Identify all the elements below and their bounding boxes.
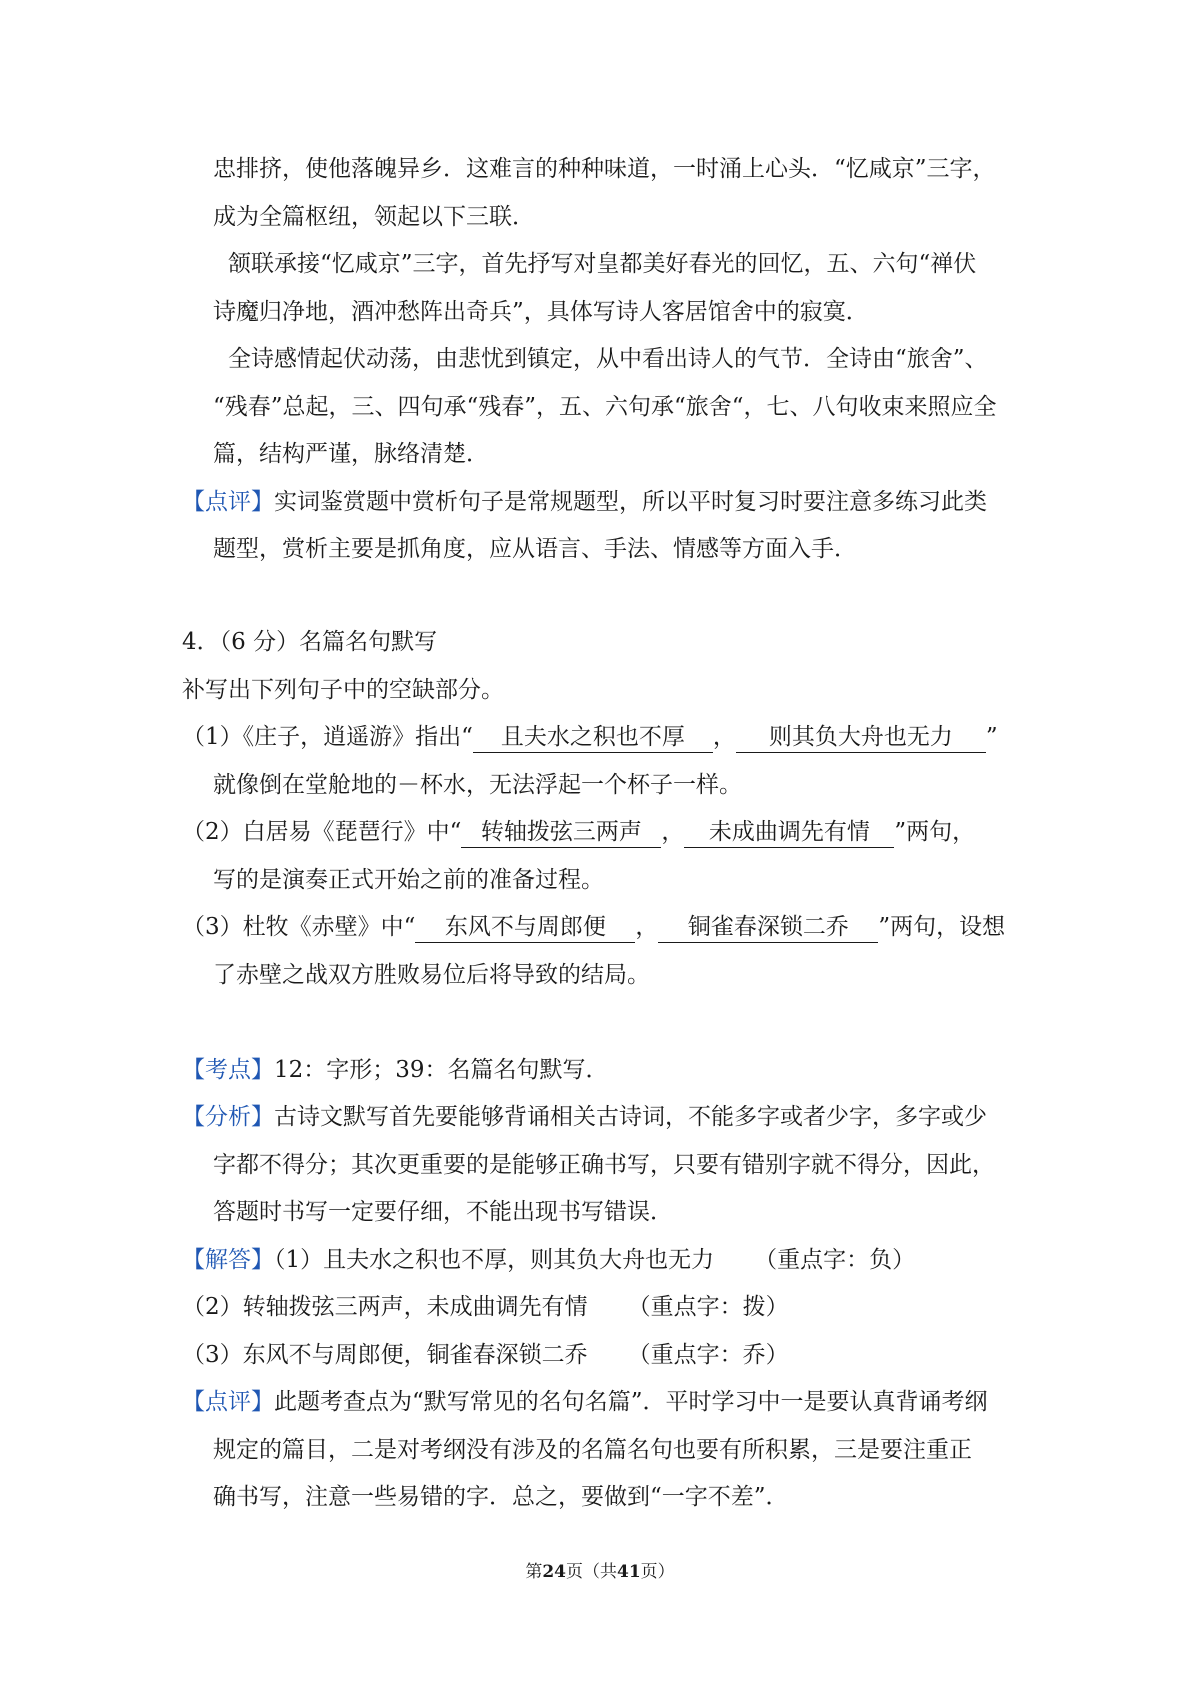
item-text: （1）《庄子，逍遥游》指出“ [182, 724, 473, 750]
item-text: ， [712, 724, 736, 750]
question-item-1 [182, 720, 1200, 754]
question-item-2 [182, 815, 1200, 849]
paragraph-line: 了赤壁之战双方胜败易位后将导致的结局。 [213, 962, 650, 988]
item-text: ， [661, 819, 685, 845]
paragraph-line: 成为全篇枢纽，领起以下三联． [213, 204, 535, 230]
answer-blank: 且夫水之积也不厚 [473, 722, 713, 753]
answer-blank: 转轴拨弦三两声 [461, 817, 661, 848]
jieda-key: （重点字：负） [754, 1247, 916, 1273]
review-text: 实词鉴赏题中赏析句子是常规题型，所以平时复习时要注意多练习此类 [274, 489, 987, 515]
fenxi-tag: 【分析】 [182, 1104, 274, 1130]
footer-text: 页） [640, 1562, 675, 1582]
paragraph-line: 诗魔归净地，酒冲愁阵出奇兵”，具体写诗人客居馆舍中的寂寞． [213, 299, 869, 325]
footer-text: 第 [525, 1562, 543, 1582]
jieda-line [182, 1290, 1200, 1324]
fenxi-line [182, 1100, 1200, 1134]
page-total: 41 [617, 1562, 641, 1582]
page-number: 24 [542, 1562, 566, 1582]
jieda-line [182, 1338, 1200, 1372]
jieda-text: （1）且夫水之积也不厚，则其负大舟也无力 [274, 1247, 715, 1273]
answer-blank: 则其负大舟也无力 [736, 722, 986, 753]
page-footer [0, 1560, 1200, 1584]
kaodian-tag: 【考点】 [182, 1057, 274, 1083]
kaodian-line [182, 1053, 1200, 1087]
kaodian-text: 12：字形；39：名篇名句默写． [274, 1057, 609, 1083]
paragraph-line: 题型，赏析主要是抓角度，应从语言、手法、情感等方面入手． [213, 536, 857, 562]
answer-blank: 未成曲调先有情 [684, 817, 894, 848]
item-text: （2）白居易《琵琶行》中“ [182, 819, 462, 845]
fenxi-text: 古诗文默写首先要能够背诵相关古诗词，不能多字或者少字，多字或少 [274, 1104, 987, 1130]
paragraph-line: 忠排挤，使他落魄异乡．这难言的种种味道，一时涌上心头．“忆咸京”三字， [213, 156, 996, 182]
paragraph-line: 全诗感情起伏动荡，由悲忧到镇定，从中看出诗人的气节．全诗由“旅舍”、 [228, 346, 988, 372]
jieda-key: （重点字：拨） [627, 1294, 789, 1320]
question-instruction: 补写出下列句子中的空缺部分。 [182, 677, 504, 703]
question-title: 4．（6 分）名篇名句默写 [182, 629, 438, 655]
jieda-key: （重点字：乔） [627, 1342, 789, 1368]
dianping-text: 此题考查点为“默写常见的名句名篇”．平时学习中一是要认真背诵考纲 [274, 1389, 988, 1415]
dianping-tag: 【点评】 [182, 1389, 274, 1415]
paragraph-line: 颔联承接“忆咸京”三字，首先抒写对皇都美好春光的回忆，五、六句“禅伏 [228, 251, 977, 277]
review-tag: 【点评】 [182, 489, 274, 515]
paragraph-line: 篇，结构严谨，脉络清楚． [213, 441, 489, 467]
paragraph-line: “残春”总起，三、四句承“残春”，五、六句承“旅舍“，七、八句收束来照应全 [213, 394, 997, 420]
jieda-tag: 【解答】 [182, 1247, 274, 1273]
review-line [182, 485, 1200, 519]
paragraph-line: 写的是演奏正式开始之前的准备过程。 [213, 867, 604, 893]
jieda-line [182, 1243, 1200, 1277]
item-text: ”两句， [894, 819, 976, 845]
answer-blank: 铜雀春深锁二乔 [658, 912, 878, 943]
question-item-3 [182, 910, 1200, 944]
footer-text: 页（共 [566, 1562, 617, 1582]
dianping-line [182, 1385, 1200, 1419]
item-text: （3）杜牧《赤壁》中“ [182, 914, 416, 940]
paragraph-line: 确书写，注意一些易错的字．总之，要做到“一字不差”． [213, 1484, 789, 1510]
paragraph-line: 规定的篇目，二是对考纲没有涉及的名篇名句也要有所积累，三是要注重正 [213, 1437, 972, 1463]
paragraph-line: 答题时书写一定要仔细，不能出现书写错误． [213, 1199, 673, 1225]
paragraph-line: 就像倒在堂舱地的－杯水，无法浮起一个杯子一样。 [213, 772, 742, 798]
jieda-text: （3）东风不与周郎便，铜雀春深锁二乔 [182, 1342, 588, 1368]
item-text: ， [635, 914, 659, 940]
paragraph-line: 字都不得分；其次更重要的是能够正确书写，只要有错别字就不得分，因此， [213, 1152, 995, 1178]
item-text: ” [985, 724, 998, 750]
answer-blank: 东风不与周郎便 [415, 912, 635, 943]
item-text: ”两句，设想 [878, 914, 1006, 940]
jieda-text: （2）转轴拨弦三两声，未成曲调先有情 [182, 1294, 588, 1320]
